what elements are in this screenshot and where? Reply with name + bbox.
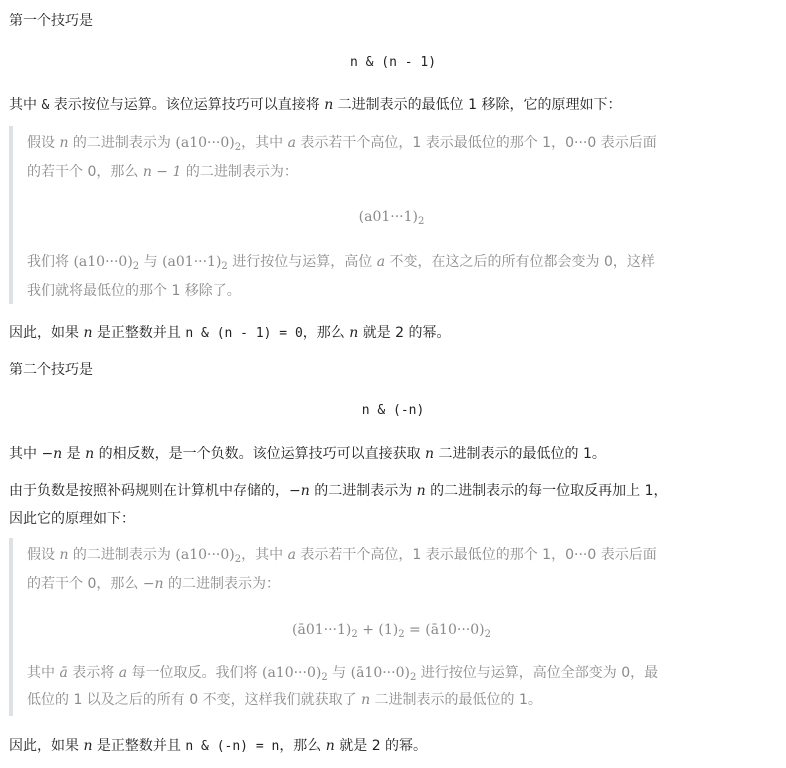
quote-line: 假设 n 的二进制表示为 $(a10\cdot\cdot\cdot 0)_2$，其中 a 表示若干个高位，1 表示最低位的那个 1，0···0 表示后面 <box>27 135 657 153</box>
desc-trick-1: 其中 & 表示按位与运算。该位运算技巧可以直接将 n 二进制表示的最低位 1 移除，它的原理如下： <box>9 97 622 113</box>
quote-line: 假设 n 的二进制表示为 $(a10\cdot\cdot\cdot 0)_2$，其中 a 表示若干个高位，1 表示最低位的那个 1，0···0 表示后面 <box>27 547 657 565</box>
quote-line: 我们就将最低位的那个 1 移除了。 <box>27 283 241 299</box>
desc-trick-2: 其中 −n 是 n 的相反数，是一个负数。该位运算技巧可以直接获取 n 二进制表示的最低位的 1。 <box>9 446 606 462</box>
conclusion-trick-1: 因此，如果 n 是正整数并且 n & (n - 1) = 0，那么 n 就是 2 的幂。 <box>9 325 451 341</box>
conclusion-trick-2: 因此，如果 n 是正整数并且 n & (-n) = n，那么 n 就是 2 的幂。 <box>9 738 428 754</box>
quote-formula: $(a01\cdot\cdot\cdot 1)_2$ <box>358 209 425 227</box>
blockquote-trick-2 <box>9 538 770 716</box>
quote-formula: $(ā01\cdot\cdot\cdot 1)_2 + (1)_2$ = $(ā10\cdot\cdot\cdot 0)_2$ <box>292 622 491 640</box>
desc2-trick-2-line2: 因此它的原理如下： <box>9 511 135 527</box>
quote-line: 的若干个 0，那么 −n 的二进制表示为： <box>27 576 281 592</box>
quote-line: 低位的 1 以及之后的所有 0 不变，这样我们就获取了 n 二进制表示的最低位的 1。 <box>27 692 542 708</box>
formula-trick-2: n & (-n) <box>361 403 425 418</box>
quote-line: 的若干个 0，那么 n − 1 的二进制表示为： <box>27 164 298 180</box>
quote-line: 我们将 $(a10\cdot\cdot\cdot 0)_2$ 与 $(a01\cdot\cdot\cdot 1)_2$ 进行按位与运算，高位 a 不变，在这之后的所有位都会变为 0，这样 <box>27 254 655 272</box>
heading-trick-2: 第二个技巧是 <box>9 362 93 378</box>
quote-line: 其中 ā 表示将 a 每一位取反。我们将 $(a10\cdot\cdot\cdot 0)_2$ 与 $(ā10\cdot\cdot\cdot 0)_2$ 进行按位与运算，高位全部变为 0，最 <box>27 665 659 683</box>
blockquote-trick-1 <box>9 126 770 304</box>
heading-trick-1: 第一个技巧是 <box>9 13 93 29</box>
formula-trick-1: n & (n - 1) <box>349 55 437 70</box>
desc2-trick-2: 由于负数是按照补码规则在计算机中存储的，−n 的二进制表示为 n 的二进制表示的每一位取反再加上 1， <box>9 483 668 499</box>
